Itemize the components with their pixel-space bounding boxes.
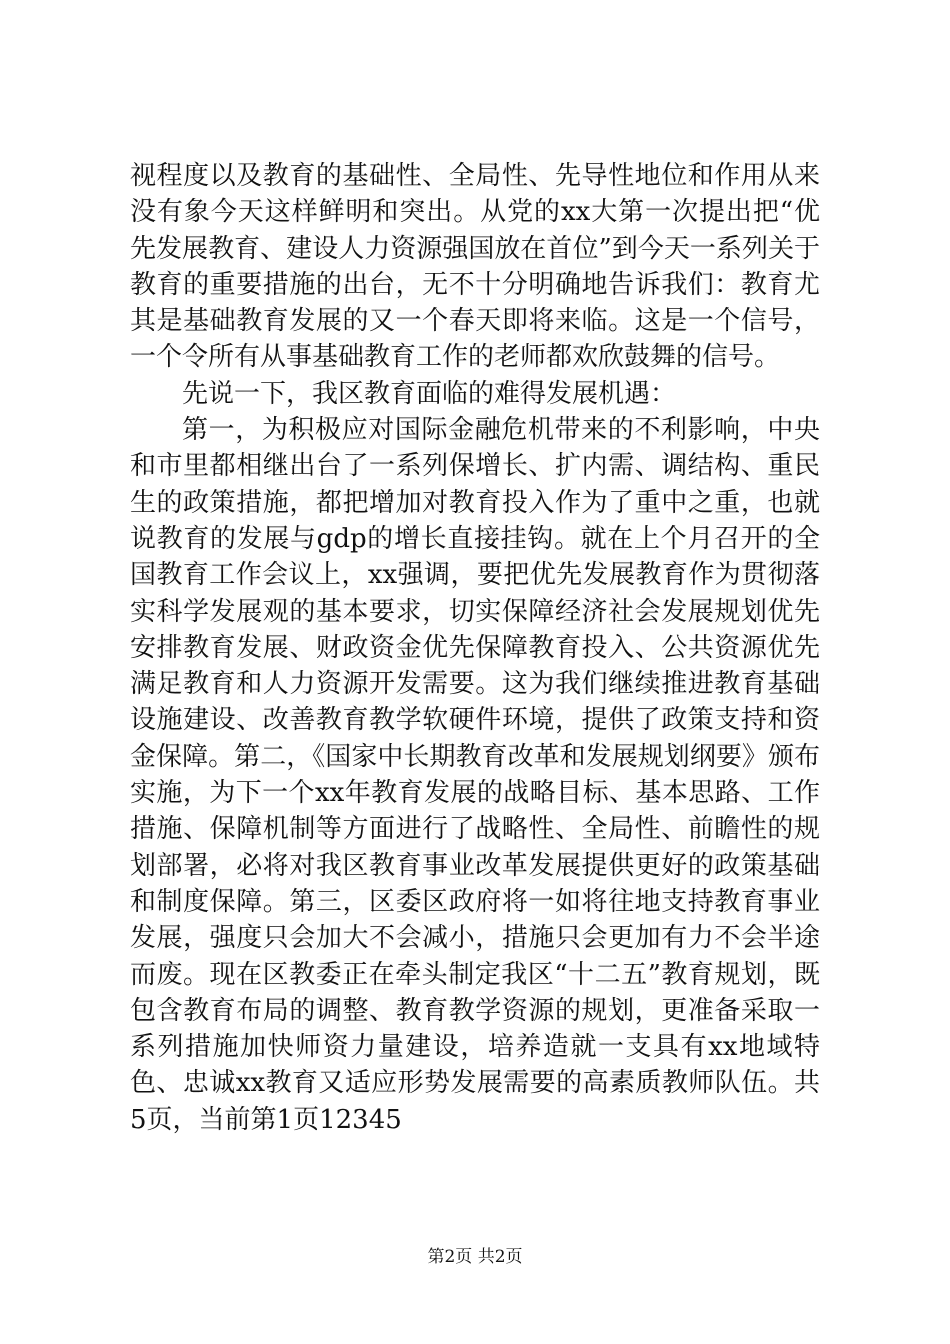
paragraph-continuation: 视程度以及教育的基础性、全局性、先导性地位和作用从来没有象今天这样鲜明和突出。从党的xx大第一次提出把“优先发展教育、建设人力资源强国放在首位”到今天一系列关于教育的重要措施的出台，无不十分明确地告诉我们：教育尤其是基础教育发展的又一个春天即将来临。这是一个信号，一个令所有从事基础教育工作的老师都欢欣鼓舞的信号。	[130, 161, 820, 373]
document-body	[130, 158, 820, 1138]
paragraph-opportunities: 第一，为积极应对国际金融危机带来的不利影响，中央和市里都相继出台了一系列保增长、扩内需、调结构、重民生的政策措施，都把增加对教育投入作为了重中之重，也就说教育的发展与gdp的增长直接挂钩。就在上个月召开的全国教育工作会议上，xx强调，要把优先发展教育作为贯彻落实科学发展观的基本要求，切实保障经济社会发展规划优先安排教育发展、财政资金优先保障教育投入、公共资源优先满足教育和人力资源开发需要。这为我们继续推进教育基础设施建设、改善教育教学软硬件环境，提供了政策支持和资金保障。第二，《国家中长期教育改革和发展规划纲要》颁布实施，为下一个xx年教育发展的战略目标、基本思路、工作措施、保障机制等方面进行了战略性、全局性、前瞻性的规划部署，必将对我区教育事业改革发展提供更好的政策基础和制度保障。第三，区委区政府将一如将往地支持教育事业发展，强度只会加大不会减小，措施只会更加有力不会半途而废。现在区教委正在牵头制定我区“十二五”教育规划，既包含教育布局的调整、教育教学资源的规划，更准备采取一系列措施加快师资力量建设，培养造就一支具有xx地域特色、忠诚xx教育又适应形势发展需要的高素质教师队伍。共5页，当前第1页12345	[130, 415, 820, 1135]
paragraph-intro: 先说一下，我区教育面临的难得发展机遇：	[182, 378, 677, 409]
page-footer: 第2页 共2页	[427, 1247, 523, 1267]
